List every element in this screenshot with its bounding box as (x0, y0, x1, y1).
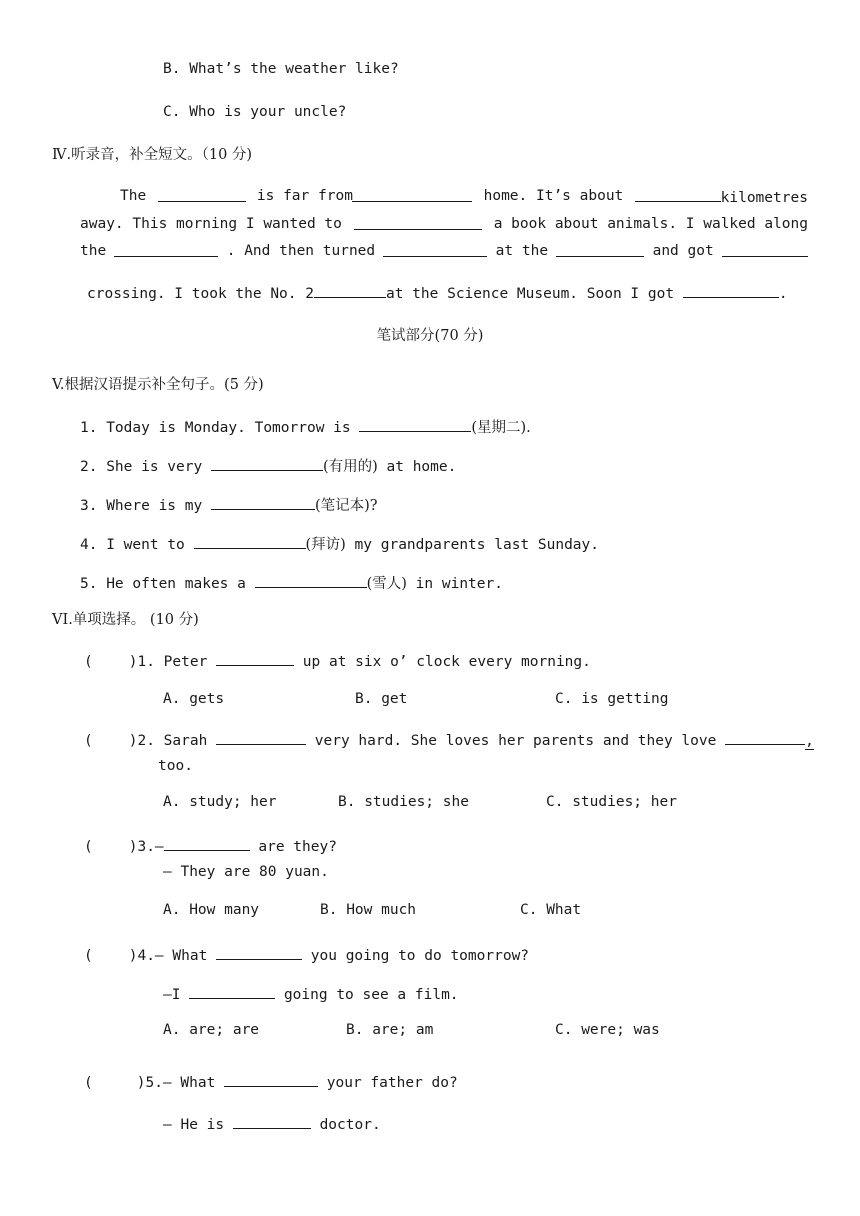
passage-line-4 (87, 282, 788, 304)
passage-word: is far from (256, 188, 353, 204)
answer-blank (352, 186, 472, 202)
q2-option-b: B. studies; she (338, 794, 469, 810)
answer-blank (354, 214, 482, 230)
q3-option-a: A. How many (163, 902, 260, 918)
q1-option-a: A. gets (163, 691, 225, 707)
option-c: C. Who is your uncle? (163, 104, 347, 120)
passage-word: away. This morning I wanted to (80, 216, 342, 232)
written-part-header: 笔试部分(70 分) (376, 328, 484, 344)
question-text: )1. Peter (128, 654, 208, 670)
sentence-item (80, 572, 503, 594)
passage-line-2 (80, 214, 808, 234)
q3-option-c: C. What (520, 902, 582, 918)
passage-word: . (778, 286, 788, 302)
q1-option-b: B. get (355, 691, 408, 707)
passage-word: and got (652, 243, 714, 259)
passage-word: the (80, 243, 107, 259)
question-text: )3.— (128, 839, 164, 855)
passage-line-3 (80, 241, 808, 261)
answer-blank (556, 241, 644, 257)
question-text: )4.— What (128, 948, 208, 964)
question-1 (84, 650, 591, 672)
answer-blank (635, 186, 721, 202)
question-text: are they? (258, 839, 337, 855)
chinese-hint: (拜访) (305, 537, 346, 553)
answer-blank (314, 282, 386, 298)
passage-word: crossing. I took the No. 2 (87, 286, 314, 302)
chinese-hint: (有用的) (322, 459, 378, 475)
sentence-item (80, 455, 456, 477)
q4-option-c: C. were; was (555, 1022, 660, 1038)
passage-line-1 (80, 186, 808, 208)
question-text: going to see a film. (283, 987, 459, 1003)
answer-paren: ( (84, 654, 93, 670)
question-text: you going to do tomorrow? (310, 948, 530, 964)
answer-blank (725, 729, 805, 745)
passage-word: The (120, 188, 147, 204)
answer-blank (114, 241, 218, 257)
q4-response (163, 983, 459, 1005)
passage-word: home. It’s about (483, 188, 624, 204)
chinese-hint: (雪人) (366, 576, 407, 592)
sentence-item (80, 416, 531, 438)
sentence-item (80, 533, 599, 555)
answer-blank (189, 983, 275, 999)
sentence-text: at home. (377, 459, 457, 475)
passage-word: a book about animals. I walked along (493, 216, 808, 232)
answer-blank (211, 494, 315, 510)
q2-option-a: A. study; her (163, 794, 277, 810)
answer-blank (211, 455, 323, 471)
section5-title: V.根据汉语提示补全句子。(5 分) (52, 377, 264, 393)
question-text: your father do? (326, 1075, 458, 1091)
question-text: very hard. She loves her parents and they love (314, 733, 717, 749)
chinese-hint: (笔记本)? (314, 498, 378, 514)
answer-blank (255, 572, 367, 588)
question-4 (84, 944, 529, 966)
passage-word: . And then turned (226, 243, 376, 259)
chinese-hint: (星期二). (471, 420, 531, 436)
answer-paren: ( (84, 1075, 93, 1091)
question-text: , (805, 733, 814, 749)
sentence-item (80, 494, 378, 516)
question-3 (84, 835, 337, 857)
q4-option-b: B. are; am (346, 1022, 434, 1038)
question-text: —I (163, 987, 181, 1003)
answer-blank (216, 944, 302, 960)
sentence-text: 2. She is very (80, 459, 203, 475)
q2-continuation: too. (158, 758, 193, 774)
section4-title: Ⅳ.听录音，补全短文。（10 分) (52, 147, 253, 163)
answer-paren: ( (84, 948, 93, 964)
sentence-text: 4. I went to (80, 537, 185, 553)
question-text: )5.— What (136, 1075, 216, 1091)
question-2 (84, 729, 814, 751)
answer-blank (164, 835, 250, 851)
sentence-text: in winter. (406, 576, 503, 592)
q1-option-c: C. is getting (555, 691, 669, 707)
answer-blank (233, 1113, 311, 1129)
passage-word: at the Science Museum. Soon I got (385, 286, 675, 302)
answer-blank (194, 533, 306, 549)
q2-option-c: C. studies; her (546, 794, 677, 810)
q3-response: — They are 80 yuan. (163, 864, 329, 880)
option-b: B. What’s the weather like? (163, 61, 399, 77)
answer-blank (359, 416, 471, 432)
question-text: — He is (163, 1117, 225, 1133)
sentence-text: 5. He often makes a (80, 576, 246, 592)
answer-blank (224, 1071, 318, 1087)
answer-blank (683, 282, 779, 298)
q4-option-a: A. are; are (163, 1022, 260, 1038)
answer-paren: ( (84, 839, 93, 855)
passage-word: at the (495, 243, 549, 259)
answer-blank (383, 241, 487, 257)
passage-word: kilometres (720, 190, 808, 206)
answer-blank (216, 729, 306, 745)
sentence-text: my grandparents last Sunday. (345, 537, 599, 553)
answer-blank (158, 186, 246, 202)
question-text: doctor. (319, 1117, 381, 1133)
question-text: )2. Sarah (128, 733, 208, 749)
q3-option-b: B. How much (320, 902, 417, 918)
sentence-text: 3. Where is my (80, 498, 203, 514)
answer-paren: ( (84, 733, 93, 749)
answer-blank (216, 650, 294, 666)
question-text: up at six o’ clock every morning. (302, 654, 591, 670)
q5-response (163, 1113, 381, 1135)
sentence-text: 1. Today is Monday. Tomorrow is (80, 420, 351, 436)
answer-blank (722, 241, 808, 257)
question-5 (84, 1071, 458, 1093)
section6-title: VI.单项选择。 (10 分) (52, 612, 199, 628)
